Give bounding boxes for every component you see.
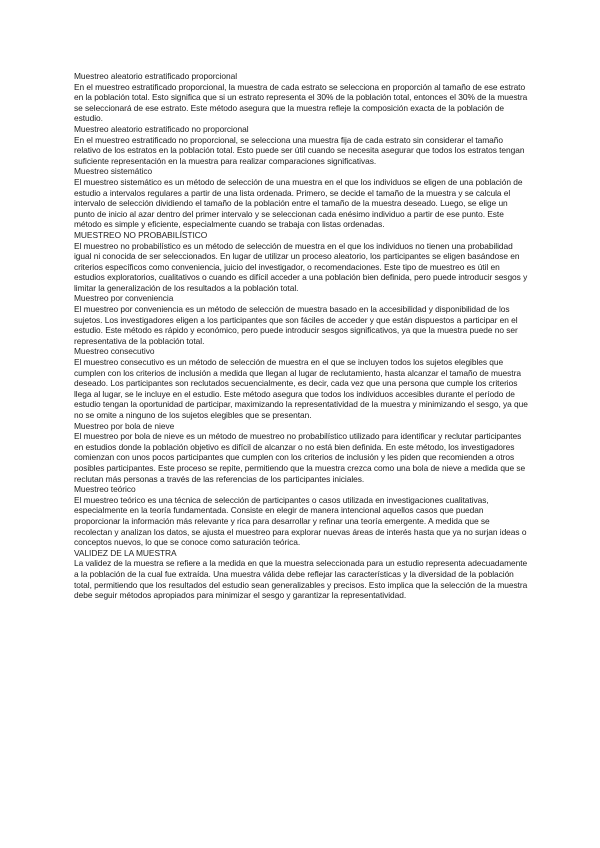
section-heading-stratified-non-proportional: Muestreo aleatorio estratificado no proporcional [74,123,249,134]
section-heading-snowball: Muestreo por bola de nieve [74,420,175,431]
section-heading-convenience: Muestreo por conveniencia [74,293,174,304]
section-text-theoretical: El muestreo teórico es una técnica de selección de participantes o casos utilizada en investigaciones cualitativas, especialmente en la teoría fundamentada. Consiste en elegir de manera intencional aquellos casos que puedan proporcionar la información más relevante y rica para desarrollar y refinar una teoría emergente. A medida que se recolectan y analizan los datos, se ajusta el muestreo para explorar nuevas áreas de interés hasta que ya no surjan ideas o conceptos nuevos, lo que se conoce como saturación teórica. [74,494,527,548]
section-text-non-probabilistic: El muestreo no probabilístico es un método de selección de muestra en el que los individuos no tienen una probabilidad igual ni conocida de ser seleccionados. En lugar de utilizar un proceso aleatorio, los participantes se eligen basándose en criterios específicos como conveniencia, juicio del investigador, o recomendaciones. Este tipo de muestreo es útil en estudios exploratorios, cualitativos o cuando es difícil acceder a una población bien definida, pero puede introducir sesgos y limitar la generalización de los resultados a la población total. [74,240,528,293]
section-text-stratified-proportional: En el muestreo estratificado proporcional, la muestra de cada estrato se selecciona en proporción al tamaño de ese estrato en la población total. Esto significa que si un estrato representa el 30% de la población total, entonces el 30% de la muestra se seleccionará de ese estrato. Este método asegura que la muestra refleje la composición exacta de la población de estudio. [74,81,528,124]
section-text-snowball: El muestreo por bola de nieve es un método de muestreo no probabilístico utilizado para identificar y reclutar participantes en estudios donde la población objetivo es difícil de alcanzar o no está bien definida. En este método, los investigadores comienzan con unos pocos participantes que cumplen con los criterios de inclusión y les piden que recomienden a otros posibles participantes. Este proceso se repite, permitiendo que la muestra crezca como una bola de nieve a medida que se reclutan más personas a través de las referencias de los participantes iniciales. [74,431,526,484]
section-text-stratified-non-proportional: En el muestreo estratificado no proporcional, se selecciona una muestra fija de cada estrato sin considerar el tamaño relativo de los estratos en la población total. Esto puede ser útil cuando se necesita asegurar que todos los estratos tengan suficiente representación en la muestra para realizar comparaciones significativas. [74,134,525,166]
section-heading-stratified-proportional: Muestreo aleatorio estratificado proporcional [74,71,238,81]
section-heading-systematic: Muestreo sistemático [74,166,153,177]
section-text-consecutive: El muestreo consecutivo es un método de selección de muestra en el que se incluyen todos los sujetos elegibles que cumplen con los criterios de inclusión a medida que llegan al lugar de reclutamiento, hasta alcanzar el tamaño de muestra deseado. Los participantes son reclutados secuencialmente, es decir, cada vez que una persona que cumple los criterios llega al lugar, se le incluye en el estudio. Este método asegura que todos los individuos accesibles durante el período de estudio tengan la oportunidad de participar, maximizando la representatividad de la muestra y minimizando el sesgo, ya que no se omite a ninguno de los sujetos elegibles que se presentan. [74,357,528,420]
section-heading-sample-validity: VALIDEZ DE LA MUESTRA [74,547,177,558]
section-text-convenience: El muestreo por conveniencia es un método de selección de muestra basado en la accesibilidad y disponibilidad de los sujetos. Los investigadores eligen a los participantes que son fáciles de acceder y que están dispuestos a participar en el estudio. Este método es rápido y económico, pero puede introducir sesgos significativos, ya que la muestra puede no ser representativa de la población total. [74,304,518,346]
section-heading-theoretical: Muestreo teórico [74,484,136,495]
section-heading-consecutive: Muestreo consecutivo [74,346,155,357]
section-text-sample-validity: La validez de la muestra se refiere a la medida en que la muestra seleccionada para un estudio representa adecuadamente a la población de la cual fue extraída. Una muestra válida debe reflejar las características y la diversidad de la población total, permitiendo que los resultados del estudio sean generalizables y precisos. Esto implica que la selección de la muestra debe seguir métodos apropiados para minimizar el sesgo y garantizar la representatividad. [74,558,528,601]
section-text-systematic: El muestreo sistemático es un método de selección de una muestra en el que los individuos se eligen de una población de estudio a intervalos regulares a partir de una lista ordenada. Primero, se decide el tamaño de la muestra y se calcula el intervalo de selección dividiendo el tamaño de la población entre el tamaño de la muestra deseado. Luego, se elige un punto de inicio al azar dentro del primer intervalo y se seleccionan cada enésimo individuo a partir de ese punto. Este método es simple y eficiente, especialmente cuando se trabaja con listas ordenadas. [74,176,523,230]
section-heading-non-probabilistic: MUESTREO NO PROBABILÍSTICO [74,229,208,240]
